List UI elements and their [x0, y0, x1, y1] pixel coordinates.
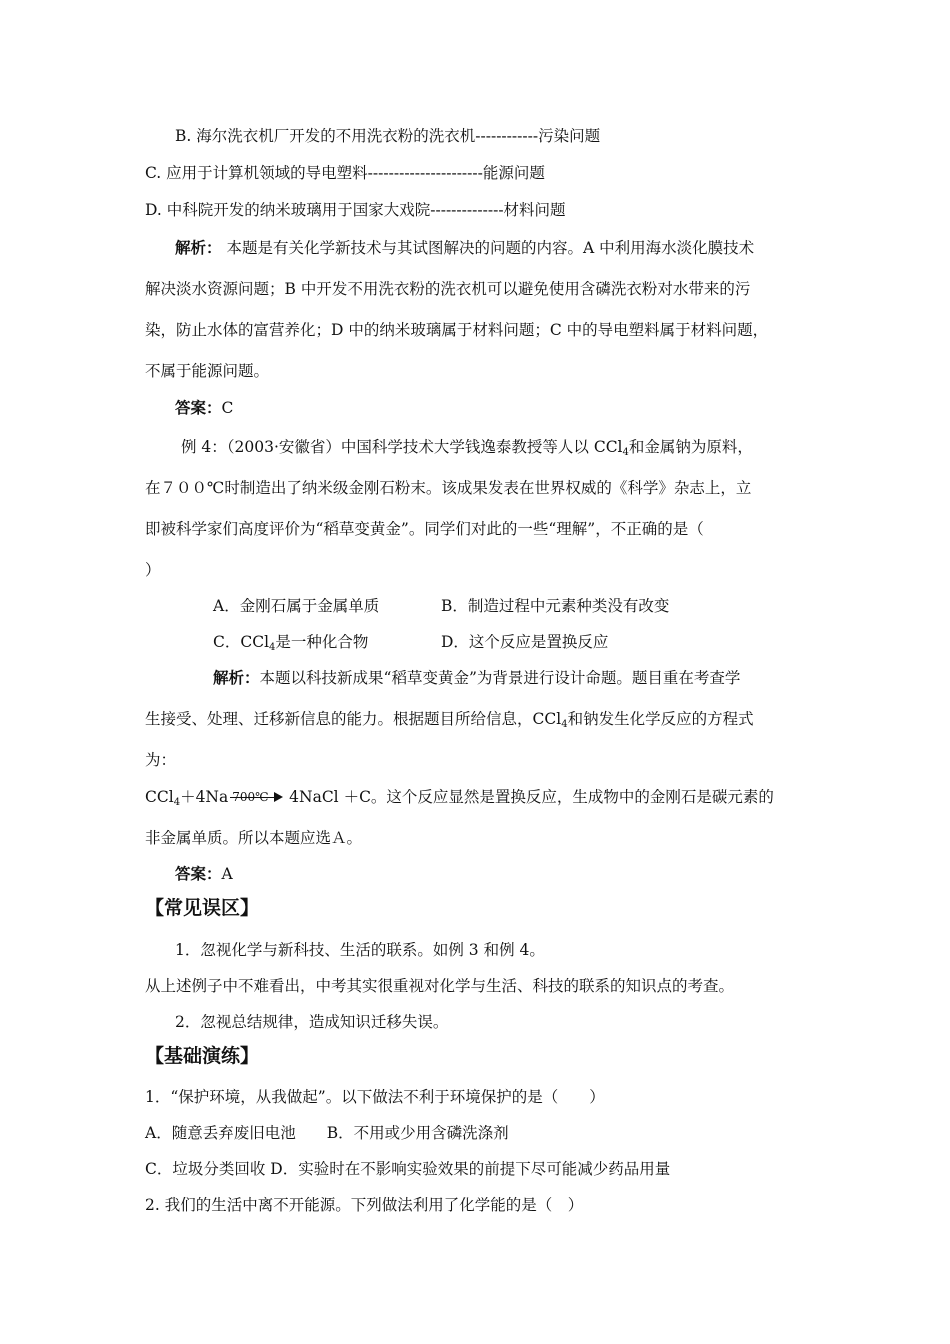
option-d-line: D. 中科院开发的纳米玻璃用于国家大戏院--------------材料问题 — [145, 201, 566, 219]
common-errors-heading: 【常见误区】 — [145, 897, 260, 919]
example-4-line-4: ） — [145, 561, 161, 579]
example-text: 和金属钠为原料， — [628, 438, 753, 456]
analysis-text: 和钠发生化学反应的方程式 — [567, 710, 754, 728]
common-errors-note: 从上述例子中不难看出，中考其实很重视对化学与生活、科技的联系的知识点的考查。 — [145, 977, 735, 995]
option-b-line: B. 海尔洗衣机厂开发的不用洗衣粉的洗衣机------------污染问题 — [175, 127, 601, 145]
reaction-arrow-icon — [228, 787, 284, 807]
answer-2 — [175, 864, 233, 884]
analysis-1-line-4: 不属于能源问题。 — [145, 362, 270, 380]
practice-question-2: 2. 我们的生活中离不开能源。下列做法利用了化学能的是（ ） — [145, 1196, 584, 1214]
analysis-2-line-3: 为： — [145, 751, 177, 769]
practice-q1-options-cd: C．垃圾分类回收 D．实验时在不影响实验效果的前提下尽可能减少药品用量 — [145, 1160, 671, 1178]
analysis-1-line-2: 解决淡水资源问题；B 中开发不用洗衣粉的洗衣机可以避免使用含磷洗衣粉对水带来的污 — [145, 280, 751, 298]
example-4-line-3: 即被科学家们高度评价为“稻草变黄金”。同学们对此的一些“理解”，不正确的是（ — [145, 520, 704, 538]
common-errors-item-1: 1．忽视化学与新科技、生活的联系。如例 3 和例 4。 — [175, 941, 545, 959]
option-text: 是一种化合物 — [275, 633, 369, 651]
subscript: 4 — [173, 797, 181, 808]
example-4-option-d: D．这个反应是置换反应 — [441, 633, 609, 651]
answer-label: 答案： — [175, 398, 222, 417]
subscript: 4 — [561, 719, 568, 730]
answer-label: 答案： — [175, 864, 222, 883]
example-4-line-2: 在７００℃时制造出了纳米级金刚石粉末。该成果发表在世界权威的《科学》杂志上，立 — [145, 479, 752, 497]
option-text: C．CCl — [213, 633, 270, 651]
common-errors-item-2: 2．忽视总结规律，造成知识迁移失误。 — [175, 1013, 449, 1031]
analysis-text: 生接受、处理、迁移新信息的能力。根据题目所给信息，CCl — [145, 710, 562, 728]
analysis-2-line-1 — [213, 668, 740, 688]
practice-q1-options-ab: A．随意丢弃废旧电池 B．不用或少用含磷洗涤剂 — [145, 1124, 509, 1142]
equation-reactant: ＋4Na — [180, 788, 229, 806]
analysis-label: 解析： — [213, 668, 260, 687]
analysis-1-line-1 — [175, 238, 754, 258]
analysis-2-line-5: 非金属单质。所以本题应选Ａ。 — [145, 829, 363, 847]
analysis-2-line-2 — [145, 709, 754, 735]
practice-question-1: 1．“保护环境，从我做起”。以下做法不利于环境保护的是（ ） — [145, 1088, 605, 1106]
analysis-1-line-3: 染，防止水体的富营养化；D 中的纳米玻璃属于材料问题；C 中的导电塑料属于材料问题， — [145, 321, 769, 339]
example-4-option-b: B．制造过程中元素种类没有改变 — [441, 597, 670, 615]
option-c-line: C. 应用于计算机领域的导电塑料----------------------能源问题 — [145, 164, 545, 182]
equation-reactant: CCl — [145, 788, 174, 806]
practice-heading: 【基础演练】 — [145, 1045, 260, 1067]
analysis-label: 解析： — [175, 238, 222, 257]
example-4-line-1 — [181, 437, 753, 463]
answer-value: A — [221, 865, 233, 883]
example-text: 例 4：（2003·安徽省）中国科学技术大学钱逸泰教授等人以 CCl — [181, 438, 623, 456]
answer-value: C — [221, 399, 234, 417]
example-4-option-a: A．金刚石属于金属单质 — [213, 597, 380, 615]
subscript: 4 — [622, 447, 629, 458]
analysis-text: 本题以科技新成果“稻草变黄金”为背景进行设计命题。题目重在考查学 — [259, 669, 741, 687]
example-4-option-c — [213, 632, 368, 658]
subscript: 4 — [269, 642, 276, 653]
answer-1 — [175, 398, 233, 418]
chemical-equation — [145, 787, 774, 813]
reaction-condition: 700℃ — [232, 790, 269, 804]
equation-product: 4NaCl ＋C。这个反应显然是置换反应，生成物中的金刚石是碳元素的 — [284, 788, 774, 806]
analysis-text: 本题是有关化学新技术与其试图解决的问题的内容。A 中利用海水淡化膜技术 — [221, 239, 755, 257]
